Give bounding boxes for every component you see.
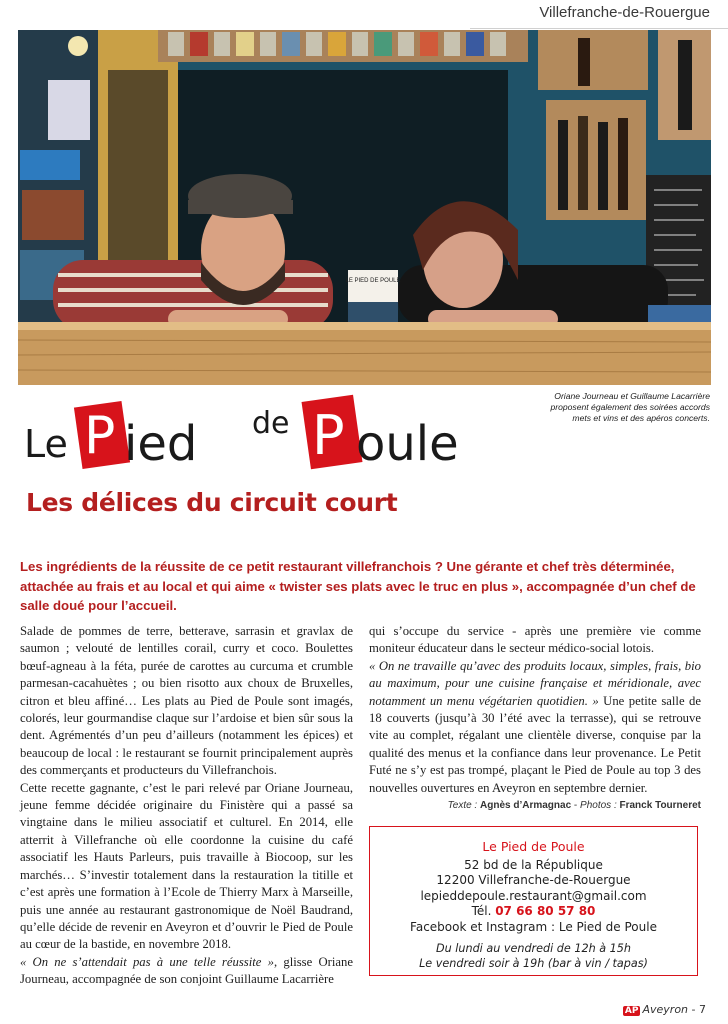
title-word-de: de — [252, 406, 290, 441]
phone-number[interactable]: 07 66 80 57 80 — [495, 904, 596, 918]
info-social: Facebook et Instagram : Le Pied de Poule — [410, 919, 657, 934]
cup-label: LE PIED DE POULE — [345, 278, 401, 284]
title-initial-p: P — [312, 404, 345, 467]
credit-label: Photos : — [580, 800, 620, 811]
caption-line: mets et vins et des apéros concerts. — [572, 413, 710, 423]
page-number: 7 — [699, 1003, 706, 1016]
info-name: Le Pied de Poule — [482, 839, 585, 854]
body-paragraph: Salade de pommes de terre, betterave, sarrasin et gravlax de saumon ; velouté de lentilles corail, curry et coco. Boulettes bœuf-agneau à la féta, purée de carottes au curcuma et crumble parmesan-cacahuètes ; ou bien risotto aux choux de Bruxelles, citron et bleu affiné… Les plats au Pied de Poule sont imagés, colorés, leur gourmandise claque sur l’ardoise et bien sûr sous la dent. Agrémentés d’un peu d’ailleurs (notamment les épices) et beaucoup de local : le restaurant se fournit principalement auprès des commerçants et producteurs du Villefranchois. — [20, 624, 353, 778]
body-text: , glisse Oriane Journeau, accompagnée de son conjoint Guillaume Lacarrière — [20, 954, 353, 987]
article-lede: Les ingrédients de la réussite de ce petit restaurant villefranchois ? Une gérante et chef très déterminée, attachée au frais et au local et qui aime « twister ses plats avec le truc en plus », accompagnée d’un chef de salle doué pour l’accueil. — [20, 559, 696, 613]
page-footer: AP Aveyron - 7 — [624, 1003, 706, 1016]
info-phone — [370, 904, 697, 920]
credit-separator: - — [571, 800, 581, 811]
info-address-line: 52 bd de la République — [464, 857, 603, 872]
info-address-line: 12200 Villefranche-de-Rouergue — [436, 873, 631, 887]
title-initial-p: P — [84, 406, 116, 466]
title-word-pied: ied — [124, 416, 198, 472]
body-paragraph: qui s’occupe du service - après une première vie comme moniteur éducateur dans le secteur médico-social lotois. — [369, 624, 701, 656]
info-hours — [370, 941, 697, 971]
pull-quote: « On ne s’attendait pas à une telle réussite » — [20, 954, 274, 969]
credit-label: Texte : — [447, 800, 480, 811]
caption-line: Oriane Journeau et Guillaume Lacarrière — [554, 391, 710, 401]
info-email[interactable]: lepieddepoule.restaurant@gmail.com — [420, 888, 647, 903]
article-title — [20, 392, 520, 482]
body-column-right — [369, 623, 701, 797]
section-label: Villefranche-de-Rouergue — [539, 4, 710, 21]
hours-line: Le vendredi soir à 19h (bar à vin / tapas) — [419, 957, 648, 970]
magazine-name: Aveyron — [642, 1003, 689, 1016]
magazine-logo: AP — [624, 1006, 639, 1016]
header-rule — [470, 28, 728, 29]
hours-line: Du lundi au vendredi de 12h à 15h — [436, 942, 631, 955]
article-credit — [369, 800, 701, 811]
restaurant-info-box — [369, 826, 698, 976]
body-paragraph: Cette recette gagnante, c’est le pari relevé par Oriane Journeau, jeune femme décidée originaire du Finistère qui a passé sa vingtaine dans le milieu associatif et culturel. En 2014, elle atterrit à Villefranche où elle coordonne la cuisine du café associatif les Hauts Parleurs, puis travaille à Biocoop, sur les marchés… S’investir totalement dans la restauration la titille et c’est après une formation à l’Ecole de Thierry Marx à Marseille, puis une année au restaurant gastronomique de Noël Baudrand, qu’elle décide de revenir en Aveyron et d’ouvrir le Pied de Poule au cœur de la bastide, en novembre 2018. — [20, 780, 353, 952]
body-paragraph — [369, 658, 701, 797]
credit-author: Agnès d’Armagnac — [480, 800, 572, 811]
photo-caption — [510, 391, 710, 424]
pull-quote: « On ne travaille qu’avec des produits locaux, simples, frais, bio au maximum, pour une cuisine française et méridionale, avec notamment un menu végétarien quotidien. » — [369, 658, 701, 708]
credit-photographer: Franck Tourneret — [619, 800, 701, 811]
body-paragraph — [20, 954, 353, 989]
restaurant-photo — [18, 30, 711, 385]
article-subtitle: Les délices du circuit court — [26, 488, 398, 517]
title-word-le: Le — [24, 422, 68, 466]
phone-label: Tél. — [471, 904, 496, 918]
title-word-poule: oule — [356, 416, 459, 472]
body-text: Une petite salle de 18 couverts (jusqu’à 30 l’été avec la terrasse), qui se retrouve vite au complet, régalant une clientèle diverse, conquise par la qualité des menus et la confiance dans leur provenance. Le Petit Futé ne s’y est pas trompé, plaçant le Pied de Poule au top 3 des nouvelles ouvertures en Aveyron en septembre dernier. — [369, 693, 701, 795]
body-column-left — [20, 623, 353, 989]
photo-illustration — [18, 30, 711, 385]
caption-line: proposent également des soirées accords — [550, 402, 710, 412]
